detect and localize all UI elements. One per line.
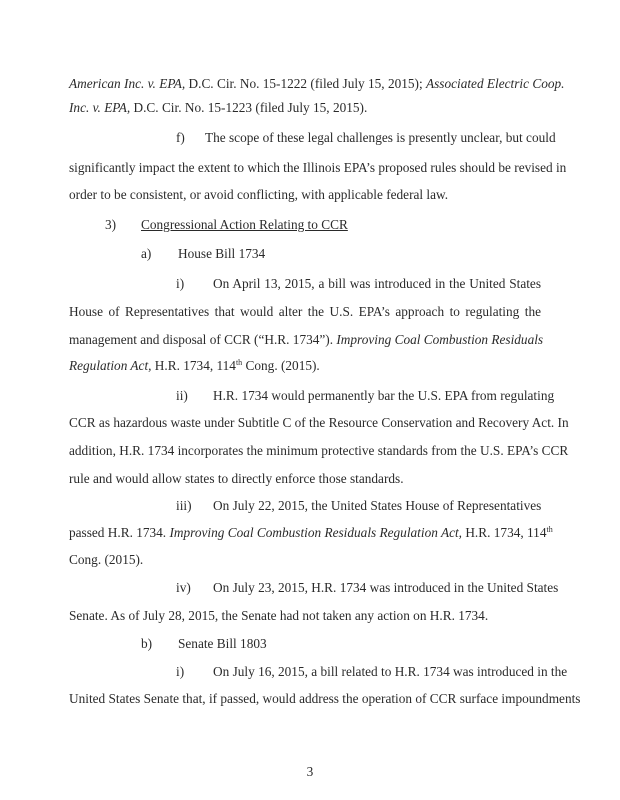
item-a-iv-marker: iv)	[176, 580, 191, 595]
item-a-i-line-4: Regulation Act, H.R. 1734, 114th Cong. (2015).	[69, 358, 320, 373]
item-a-i-line-3: management and disposal of CCR (“H.R. 1734”). Improving Coal Combustion Residuals	[69, 332, 544, 347]
section-3-heading: Congressional Action Relating to CCR	[141, 217, 348, 232]
item-a-ii-marker: ii)	[176, 388, 188, 403]
paragraph-f-marker: f)	[176, 130, 185, 145]
subsection-a-marker: a)	[141, 246, 152, 261]
item-a-i-line-2: House of Representatives that would alter the U.S. EPA’s approach to regulating the	[69, 304, 541, 319]
paragraph-f-line-1: The scope of these legal challenges is presently unclear, but could	[205, 130, 556, 145]
citation-line-2: Inc. v. EPA, D.C. Cir. No. 15-1223 (filed July 15, 2015).	[69, 100, 368, 115]
item-a-ii-line-2: CCR as hazardous waste under Subtitle C of the Resource Conservation and Recovery Act. In	[69, 415, 569, 430]
paragraph-f-line-2: significantly impact the extent to which the Illinois EPA’s proposed rules should be revised in	[69, 160, 567, 175]
subsection-b-heading: Senate Bill 1803	[178, 636, 267, 651]
item-a-i-marker: i)	[176, 276, 185, 291]
item-a-iii-marker: iii)	[176, 498, 192, 513]
page-number: 3	[306, 764, 314, 779]
item-a-ii-line-1: H.R. 1734 would permanently bar the U.S. EPA from regulating	[213, 388, 555, 403]
item-a-iii-line-3: Cong. (2015).	[69, 552, 144, 567]
item-a-iii-line-1: On July 22, 2015, the United States House of Representatives	[213, 498, 542, 513]
item-a-iii-line-2: passed H.R. 1734. Improving Coal Combustion Residuals Regulation Act, H.R. 1734, 114th	[69, 525, 553, 540]
item-a-ii-line-3: addition, H.R. 1734 incorporates the minimum protective standards from the U.S. EPA’s CCR	[69, 443, 569, 458]
item-a-ii-line-4: rule and would allow states to directly enforce those standards.	[69, 471, 404, 486]
subsection-a-heading: House Bill 1734	[178, 246, 266, 261]
citation-line-1: American Inc. v. EPA, D.C. Cir. No. 15-1222 (filed July 15, 2015); Associated Electric Coop.	[69, 76, 565, 91]
item-b-i-marker: i)	[176, 664, 185, 679]
item-a-iv-line-2: Senate. As of July 28, 2015, the Senate had not taken any action on H.R. 1734.	[69, 608, 489, 623]
item-b-i-line-2: United States Senate that, if passed, would address the operation of CCR surface impoundments	[69, 691, 581, 706]
section-3-marker: 3)	[105, 217, 117, 232]
item-a-i-line-1: On April 13, 2015, a bill was introduced in the United States	[213, 276, 541, 291]
paragraph-f-line-3: order to be consistent, or avoid conflicting, with applicable federal law.	[69, 187, 449, 202]
item-a-iv-line-1: On July 23, 2015, H.R. 1734 was introduced in the United States	[213, 580, 559, 595]
item-b-i-line-1: On July 16, 2015, a bill related to H.R. 1734 was introduced in the	[213, 664, 568, 679]
subsection-b-marker: b)	[141, 636, 153, 651]
